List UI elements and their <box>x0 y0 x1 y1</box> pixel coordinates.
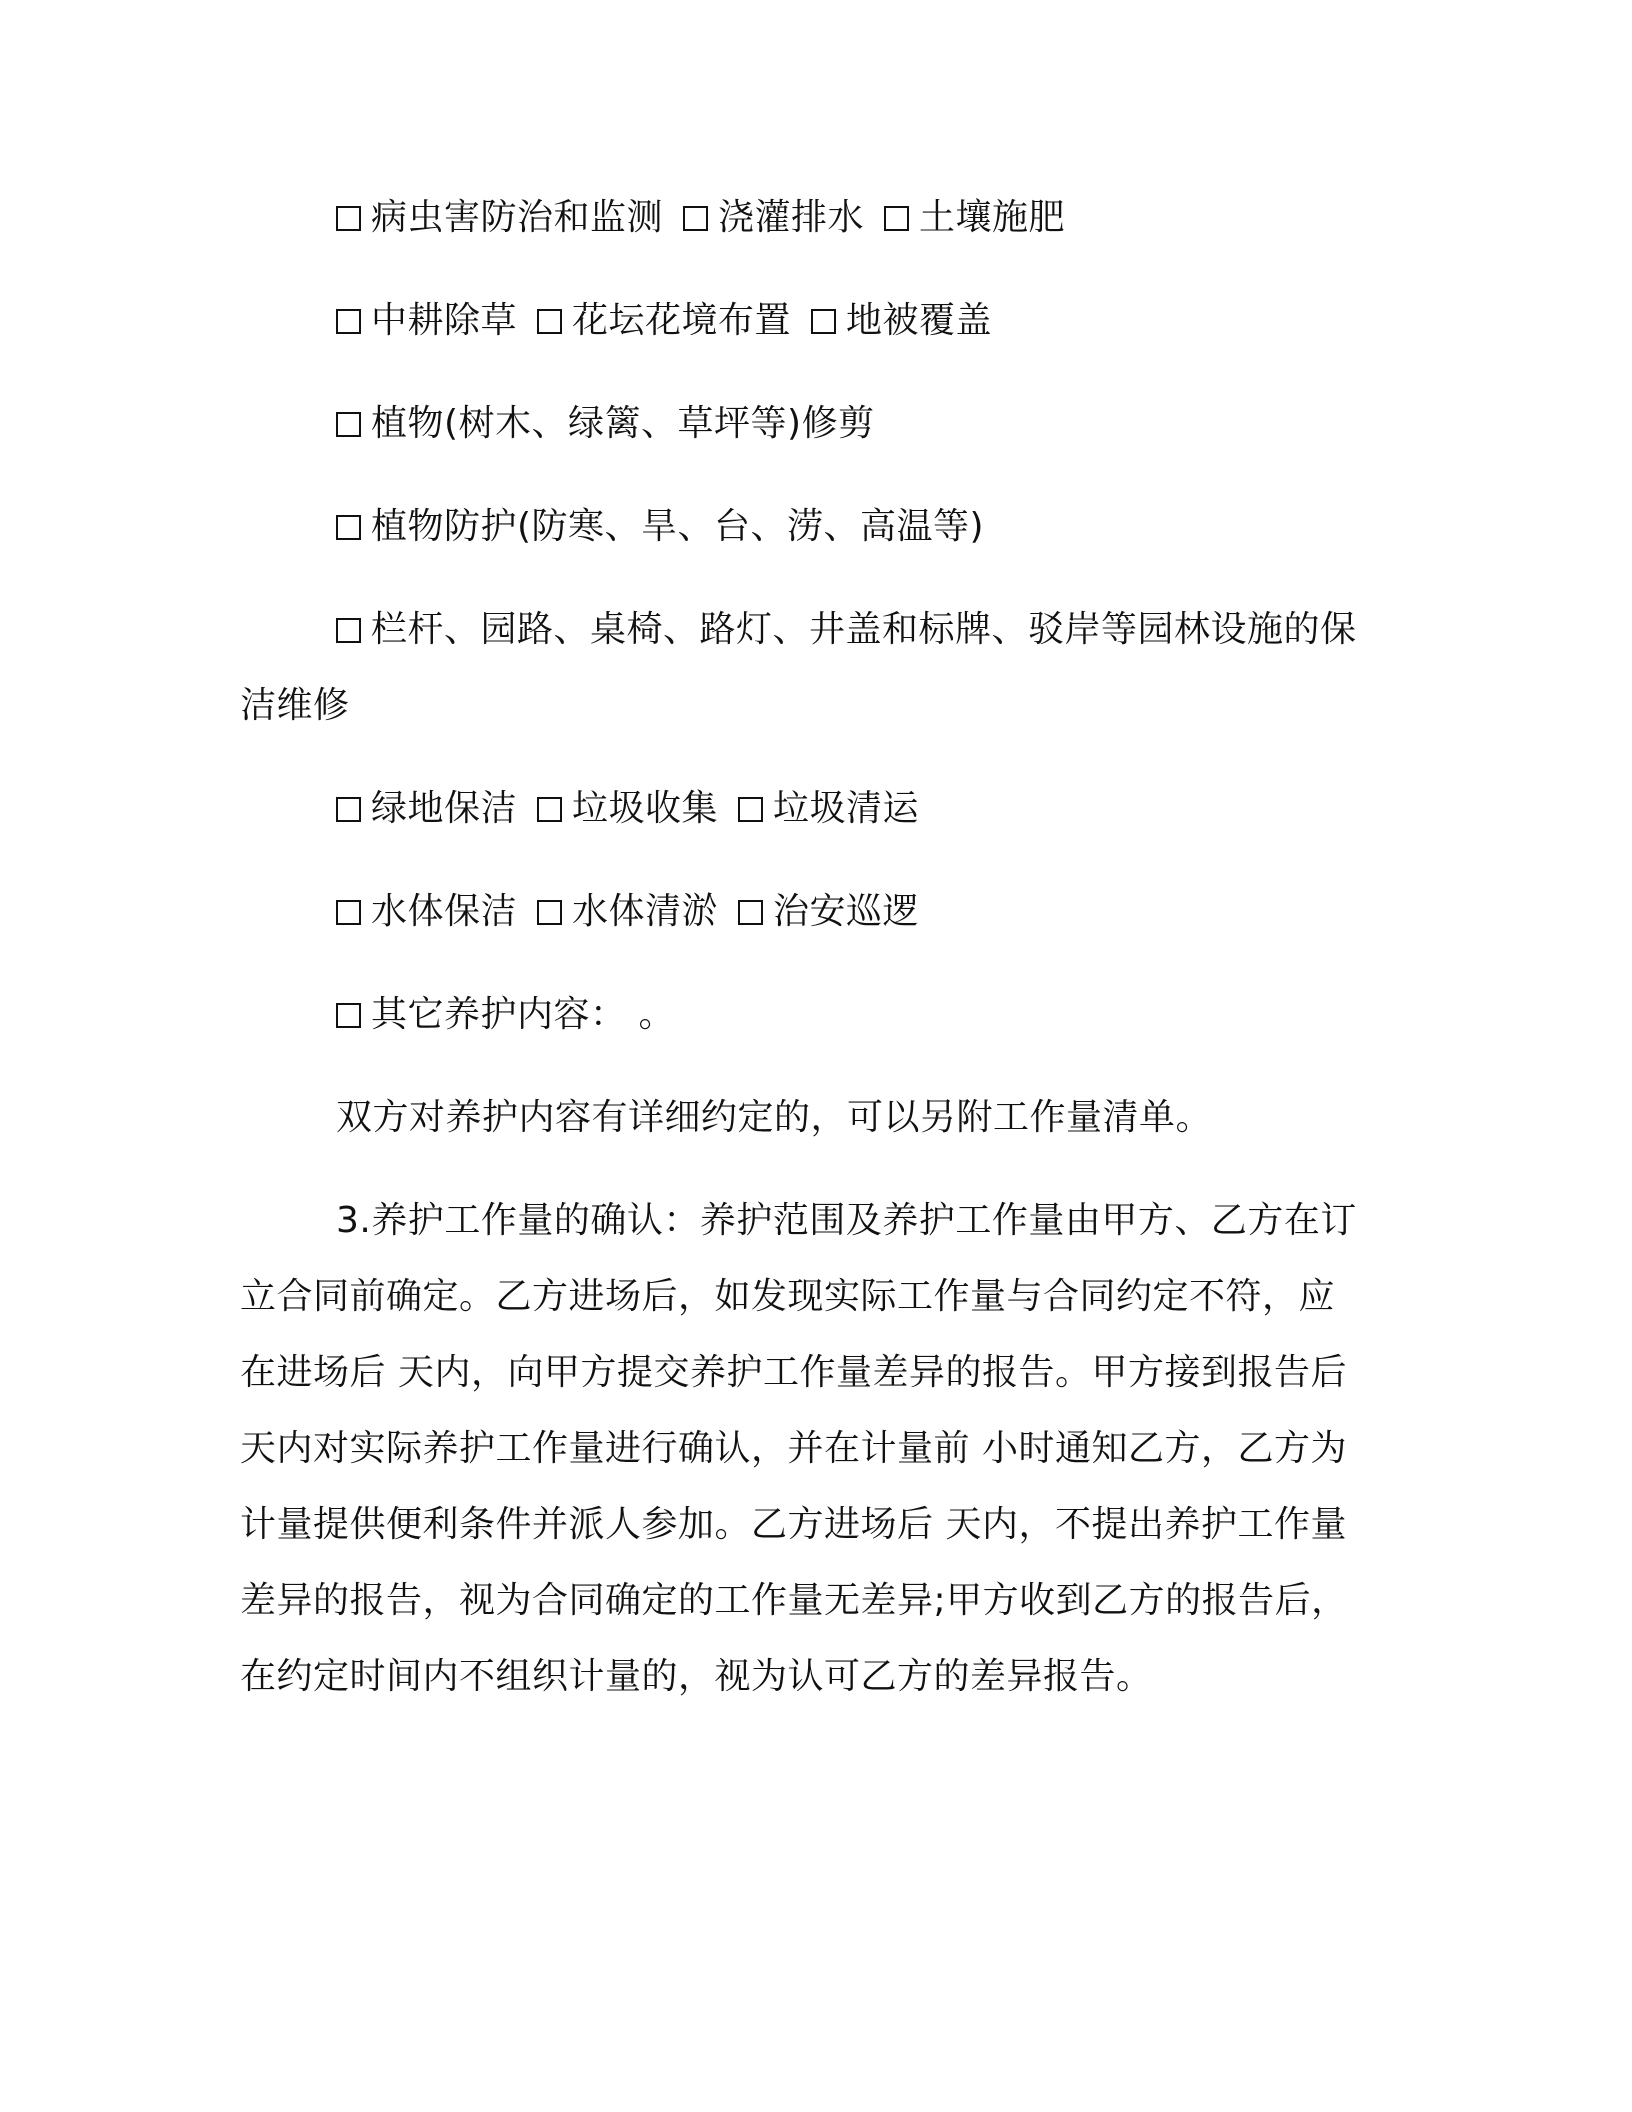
checkbox[interactable] <box>537 309 562 334</box>
checkbox[interactable] <box>738 900 763 925</box>
checklist-item-water-cleaning: 水体保洁 <box>371 891 518 932</box>
checklist-item-other: 其它养护内容： 。 <box>371 994 675 1035</box>
checkbox[interactable] <box>537 797 562 822</box>
section3-line-4: 天内对实际养护工作量进行确认，并在计量前 小时通知乙方，乙方为 <box>240 1428 1347 1469</box>
checkbox[interactable] <box>336 206 361 231</box>
checklist-item-flowerbed: 花坛花境布置 <box>571 300 791 341</box>
checklist-item-irrigation: 浇灌排水 <box>717 197 864 238</box>
checkbox[interactable] <box>738 797 763 822</box>
checklist-item-waste-collection: 垃圾收集 <box>571 788 718 829</box>
checkbox[interactable] <box>336 1003 361 1028</box>
checkbox[interactable] <box>336 900 361 925</box>
checklist-row-2 <box>336 295 992 347</box>
checkbox[interactable] <box>884 206 909 231</box>
checklist-row-6 <box>336 783 919 835</box>
checklist-item-fertilizing: 土壤施肥 <box>918 197 1065 238</box>
checkbox[interactable] <box>336 515 361 540</box>
checklist-item-dredging: 水体清淤 <box>571 891 718 932</box>
checkbox[interactable] <box>336 412 361 437</box>
checklist-item-facilities: 栏杆、园路、桌椅、路灯、井盖和标牌、驳岸等园林设施的保 <box>371 609 1357 650</box>
section3-line-2: 立合同前确定。乙方进场后，如发现实际工作量与合同约定不符，应 <box>240 1276 1336 1317</box>
checklist-row-1 <box>336 192 1065 244</box>
checklist-row-8 <box>336 989 675 1041</box>
checkbox[interactable] <box>336 797 361 822</box>
checklist-item-ground-cover: 地被覆盖 <box>845 300 992 341</box>
checkbox[interactable] <box>811 309 836 334</box>
note-paragraph: 双方对养护内容有详细约定的，可以另附工作量清单。 <box>336 1097 1213 1138</box>
section3-line-1: 3.养护工作量的确认：养护范围及养护工作量由甲方、乙方在订 <box>336 1200 1357 1241</box>
section3-line-7: 在约定时间内不组织计量的，视为认可乙方的差异报告。 <box>240 1656 1153 1697</box>
section3-line-5: 计量提供便利条件并派人参加。乙方进场后 天内，不提出养护工作量 <box>240 1504 1347 1545</box>
checklist-row-4 <box>336 501 984 553</box>
checklist-item-green-cleaning: 绿地保洁 <box>371 788 518 829</box>
checklist-item-waste-removal: 垃圾清运 <box>772 788 919 829</box>
section3-line-3: 在进场后 天内，向甲方提交养护工作量差异的报告。甲方接到报告后 <box>240 1352 1347 1393</box>
checklist-row-3 <box>336 398 875 450</box>
checklist-row-7 <box>336 886 919 938</box>
checklist-item-weeding: 中耕除草 <box>371 300 518 341</box>
checkbox[interactable] <box>336 309 361 334</box>
checkbox[interactable] <box>537 900 562 925</box>
section3-line-6: 差异的报告，视为合同确定的工作量无差异;甲方收到乙方的报告后， <box>240 1580 1348 1621</box>
checkbox[interactable] <box>683 206 708 231</box>
checklist-item-pruning: 植物(树木、绿篱、草坪等)修剪 <box>371 403 875 444</box>
checkbox[interactable] <box>336 618 361 643</box>
checklist-item-patrol: 治安巡逻 <box>772 891 919 932</box>
checklist-item-plant-protection: 植物防护(防寒、旱、台、涝、高温等) <box>371 506 985 547</box>
checklist-row-5 <box>336 604 1357 656</box>
checklist-item-pest-control: 病虫害防治和监测 <box>371 197 664 238</box>
checklist-row-5-continuation: 洁维修 <box>240 685 350 726</box>
